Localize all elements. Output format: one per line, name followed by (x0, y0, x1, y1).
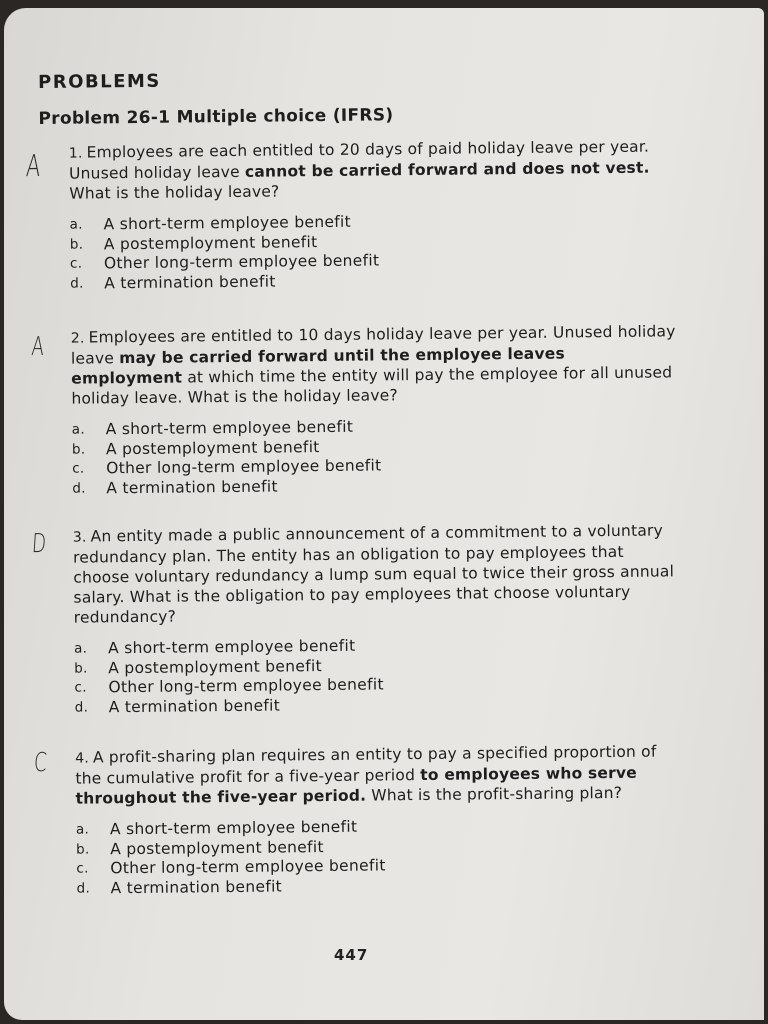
choice-text: A termination benefit (106, 477, 278, 497)
question-number: 2. (70, 330, 85, 347)
question-number: 3. (72, 529, 87, 546)
question-text-bold: may be carried forward until the employee leaves employment (71, 344, 565, 388)
choice-text: A short-term employee benefit (105, 417, 354, 439)
choice-list (76, 814, 687, 898)
choice-letter: d. (74, 699, 89, 716)
choice-letter: b. (69, 236, 84, 253)
page-content (24, 65, 687, 899)
choice-letter: c. (69, 255, 83, 272)
page-number: 447 (334, 946, 369, 964)
question-text-part: at which time the entity will pay the employee for all unused holiday leave. What is the holiday leave? (71, 363, 673, 408)
question-text-part: What is the holiday leave? (69, 182, 280, 203)
section-heading: PROBLEMS (38, 70, 161, 93)
question-text-part: What is the profit-sharing plan? (366, 783, 623, 805)
choice-letter: d. (70, 275, 84, 292)
choice-letter: b. (76, 841, 90, 858)
book-page (4, 8, 764, 1020)
question-4 (33, 741, 687, 899)
question-text (75, 741, 686, 808)
choice-text: A postemployment benefit (110, 837, 324, 858)
choice-text: A short-term employee benefit (103, 212, 352, 234)
question-text-bold: to employees who serve throughout the five-year period. (75, 763, 638, 808)
choice-letter: b. (71, 441, 86, 458)
choice-text: A postemployment benefit (105, 437, 320, 458)
question-number: 4. (75, 750, 90, 767)
question-text-part: Employees are entitled to 10 days holiday leave per year. Unused holiday leave (70, 322, 676, 368)
choice-letter: b. (74, 660, 88, 677)
handwritten-answer-mark: D (31, 528, 47, 560)
question-number: 1. (68, 145, 83, 162)
question-text-part: Employees are each entitled to 20 days of paid holiday leave per year. Unused holiday leave (68, 137, 650, 183)
choice-list (74, 633, 685, 717)
handwritten-answer-mark: A (30, 331, 45, 363)
choice-list (70, 209, 681, 293)
choice-list (72, 414, 683, 498)
choice-text: A termination benefit (110, 876, 283, 897)
question-2 (30, 321, 683, 499)
question-text-bold: cannot be carried forward and does not vest. (244, 158, 650, 181)
choice-letter: a. (73, 640, 88, 657)
choice-text: A postemployment benefit (108, 656, 323, 677)
choice-text: A postemployment benefit (103, 232, 318, 253)
question-text (71, 321, 682, 408)
choice-letter: c. (72, 460, 85, 477)
question-1 (24, 136, 681, 294)
question-3 (31, 520, 685, 718)
handwritten-answer-mark: C (33, 747, 48, 779)
choice-letter: a. (71, 421, 86, 438)
choice-letter: c. (74, 679, 87, 696)
choice-letter: d. (76, 880, 91, 897)
choice-text: Other long-term employee benefit (106, 456, 382, 478)
choice-text: A short-term employee benefit (107, 636, 356, 658)
choice-text: A termination benefit (108, 695, 281, 716)
question-text (69, 136, 680, 203)
question-text-part: A profit-sharing plan requires an entity to pay a specified proportion of the cumulative profit for a five-year period (75, 742, 657, 788)
choice-text: Other long-term employee benefit (103, 251, 380, 273)
choice-text: Other long-term employee benefit (108, 675, 384, 697)
handwritten-answer-mark: A (24, 148, 42, 185)
choice-text: A short-term employee benefit (109, 817, 358, 839)
choice-text: A termination benefit (104, 272, 276, 292)
problem-title: Problem 26-1 Multiple choice (IFRS) (38, 105, 394, 129)
choice-text: Other long-term employee benefit (110, 856, 386, 878)
choice-letter: a. (69, 216, 83, 233)
question-text (73, 520, 684, 627)
choice-letter: a. (75, 821, 90, 838)
question-text-part: An entity made a public announcement of a commitment to a voluntary redundancy plan. The entity has an obligation to pay employees that choose voluntary redundancy a lump sum equal to twice their gross annual salary. What is the obligation to pay employees that choose voluntary redundancy? (72, 521, 675, 627)
choice-letter: c. (76, 860, 89, 877)
choice-letter: d. (72, 480, 86, 497)
